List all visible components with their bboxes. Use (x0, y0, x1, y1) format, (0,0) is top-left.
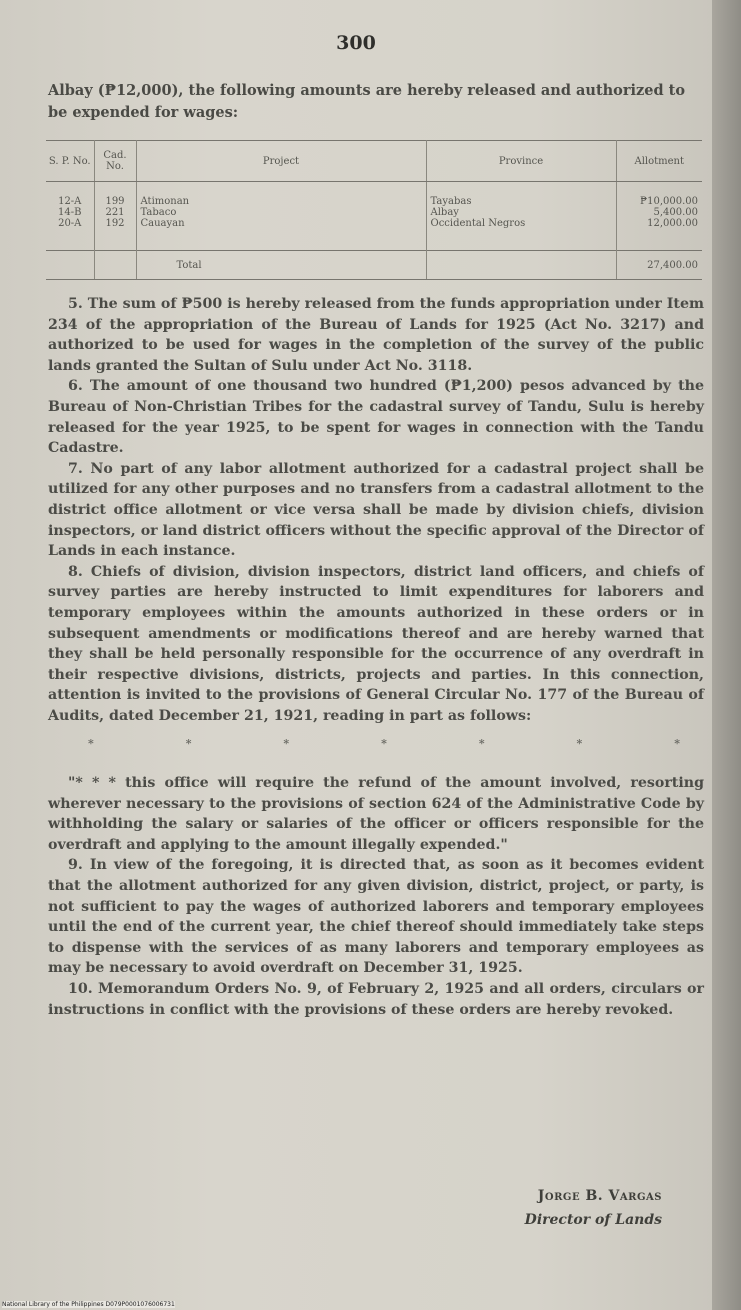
paragraph-6: 6. The amount of one thousand two hundred (₱1,200) pesos advanced by the Bureau of Non-Christian Tribes for the cadastral survey of Tandu, Sulu is hereby released for the year 1925, to be spent for wages in connection with the Tandu Cadastre. (48, 378, 704, 457)
cell-sp: 14-B (58, 207, 82, 218)
header-sp-no: S. P. No. (46, 141, 94, 182)
quoted-circular: "* * * this office will require the refund of the amount involved, resorting wherever necessary to the provisions of section 624 of the Administrative Code by withholding the salary or salaries of the officer or officers responsible for the overdraft and applying to the amount illegally expended." (48, 775, 704, 853)
signature-block (525, 1184, 662, 1232)
allotment-table (46, 140, 702, 280)
scan-footer: National Library of the Philippines D079P0001076006731 (2, 1301, 175, 1308)
cell-project: Tabaco (140, 207, 177, 218)
star: * (283, 737, 290, 751)
paragraph-8: 8. Chiefs of division, division inspectors, district land officers, and chiefs of survey parties are hereby instructed to limit expenditures for laborers and temporary employees within the amounts authorized in these orders or in subsequent amendments or modifications thereof and are hereby warned that they shall be held personally responsible for the occurrence of any overdraft in their respective divisions, districts, projects and parties. In this connection, attention is invited to the provisions of General Circular No. 177 of the Bureau of Audits, dated December 21, 1921, reading in part as follows: (48, 563, 704, 724)
header-allotment: Allotment (616, 141, 702, 182)
cell-allotment: 5,400.00 (653, 207, 698, 218)
star: * (88, 737, 94, 751)
paragraph-7: 7. No part of any labor allotment authorized for a cadastral project shall be utilized for any other purposes and no transfers from a cadastral allotment to the district office allotment or vice versa shall be made by division chiefs, division inspectors, or land district officers without the specific approval of the Director of Lands in each instance. (48, 460, 704, 560)
document-body (48, 294, 704, 1020)
cell-sp: 12-A (58, 196, 82, 207)
table-header-row (46, 141, 702, 182)
cell-project: Atimonan (140, 196, 190, 207)
star: * (185, 737, 192, 751)
star: * (576, 737, 583, 751)
book-spine-edge (712, 0, 741, 1310)
cell-province: Albay (430, 207, 459, 218)
cell-sp: 20-A (58, 218, 82, 229)
cell-province: Occidental Negros (430, 218, 526, 229)
star: * (478, 737, 485, 751)
star: * (674, 737, 680, 751)
table-total-row (46, 251, 702, 280)
header-project: Project (136, 141, 426, 182)
cell-cad: 221 (105, 207, 125, 218)
cell-allotment: ₱10,000.00 (640, 196, 698, 207)
star: * (381, 737, 387, 751)
cell-province: Tayabas (430, 196, 472, 207)
cell-allotment: 12,000.00 (647, 218, 698, 229)
total-value: 27,400.00 (616, 251, 702, 280)
cell-cad: 199 (105, 196, 125, 207)
table-row (46, 182, 702, 251)
paragraph-9: 9. In view of the foregoing, it is directed that, as soon as it becomes evident that the allotment authorized for any given division, district, project, or party, is not sufficient to pay the wages of authorized laborers and temporary employees until the end of the current year, the chief thereof should immediately take steps to dispense with the services of as many laborers and temporary employees as may be necessary to avoid overdraft on December 31, 1925. (48, 857, 704, 977)
ellipsis-stars (48, 726, 704, 765)
paragraph-5: 5. The sum of ₱500 is hereby released from the funds appropriation under Item 234 of the appropriation of the Bureau of Lands for 1925 (Act No. 3217) and authorized to be used for wages in the completion of the survey of the public lands granted the Sultan of Sulu under Act No. 3118. (48, 296, 704, 374)
signatory-name: Jorge B. Vargas (537, 1188, 662, 1204)
header-province: Province (426, 141, 616, 182)
paragraph-10: 10. Memorandum Orders No. 9, of February 2, 1925 and all orders, circulars or instructions in conflict with the provisions of these orders are hereby revoked. (48, 981, 704, 1018)
signatory-title: Director of Lands (524, 1212, 662, 1228)
cell-project: Cauayan (140, 218, 185, 229)
page-number: 300 (336, 32, 376, 54)
header-cad-no: Cad. No. (94, 141, 136, 182)
cell-cad: 192 (105, 218, 125, 229)
total-label: Total (136, 251, 426, 280)
intro-text: Albay (₱12,000), the following amounts are hereby released and authorized to be expended for wages: (48, 82, 686, 121)
